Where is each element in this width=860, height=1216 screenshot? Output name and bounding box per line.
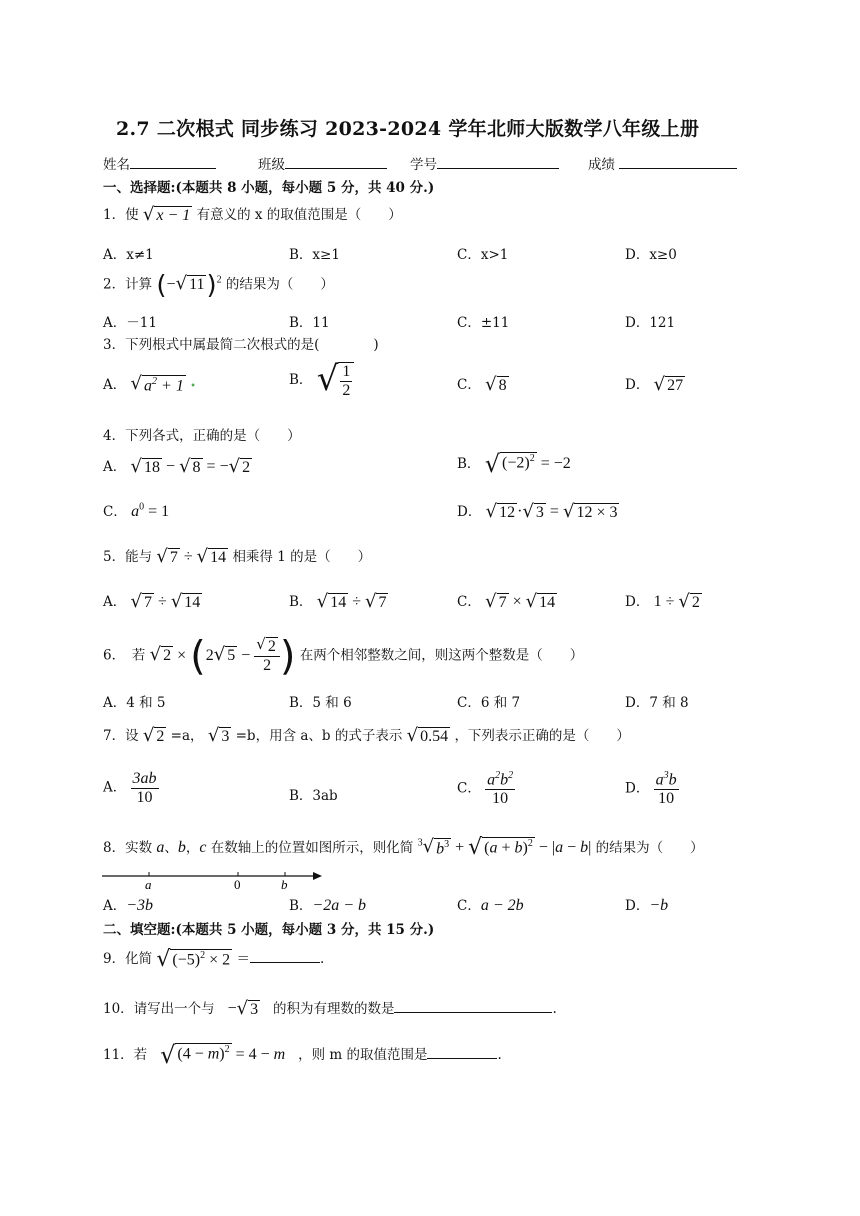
q2-option-d[interactable]: D．121: [625, 315, 676, 331]
q8-option-b[interactable]: [289, 894, 366, 915]
q7-a-label: A．: [103, 779, 127, 796]
q8-option-c[interactable]: [457, 894, 524, 915]
question-6: [103, 633, 584, 679]
q7-mid1: =a，: [170, 728, 204, 744]
q8-b-math: −2a − b: [312, 897, 367, 914]
q5-option-c[interactable]: [457, 590, 557, 612]
q8-option-a[interactable]: [103, 894, 153, 915]
q8-option-d[interactable]: [625, 894, 668, 915]
q9-post: ＝: [236, 951, 250, 967]
q4-c-label: C．: [103, 504, 127, 520]
q3-option-c[interactable]: [457, 373, 509, 395]
q10-end: .: [552, 1001, 557, 1017]
score-field[interactable]: [588, 153, 737, 173]
q10-pre: 10．请写出一个与: [103, 1001, 215, 1017]
label-b: b: [281, 877, 288, 892]
name-blank[interactable]: [130, 154, 216, 169]
number-blank[interactable]: [437, 154, 559, 169]
q5-option-a[interactable]: [103, 590, 202, 612]
q4-b-label: B．: [457, 456, 481, 472]
q7-d-label: D．: [625, 780, 650, 797]
q5-pre: 5．能与: [103, 549, 153, 565]
q5-option-b[interactable]: [289, 590, 388, 612]
q9-expression: √ $(-5)^2 \times 2$: [156, 946, 231, 972]
q7-d-math: $\frac{a^3b}{10}$: [655, 770, 677, 807]
q4-option-a[interactable]: [103, 455, 252, 477]
q8-d-math: −b: [649, 897, 669, 914]
q6-option-c[interactable]: C．6 和 7: [457, 695, 521, 711]
number-line-arrow-icon: [313, 872, 322, 880]
q4-option-c[interactable]: [103, 500, 169, 521]
question-7: [103, 724, 630, 746]
q3-c-label: C．: [457, 377, 481, 393]
q5-c-math: √ 7 × √ 14: [485, 590, 556, 612]
q8-mid: 在数轴上的位置如图所示，则化简: [210, 840, 414, 856]
q7-c-math: $\frac{a^2b^2}{10}$: [487, 770, 514, 807]
question-10: [103, 997, 557, 1019]
q8-c-label: C．: [457, 898, 481, 914]
q1-radical: √ x − 1: [142, 203, 191, 225]
q3-option-a[interactable]: [103, 373, 196, 396]
q3-d-math: √ 27: [653, 373, 684, 395]
question-9: [103, 947, 324, 971]
q5-post: 相乘得 1 的是（ ）: [232, 549, 372, 565]
q9-answer-blank[interactable]: [250, 948, 320, 963]
q7-post: ，下列表示正确的是（ ）: [454, 728, 630, 744]
q7-option-d[interactable]: [625, 770, 679, 808]
label-0: 0: [234, 877, 241, 892]
q2-post: 的结果为（ ）: [225, 276, 334, 293]
q8-expression: $^3$ √ $b^3$ + √ $(a + b)^2$ − |a − b|: [417, 835, 592, 861]
q3-a-label: A．: [103, 377, 127, 393]
q4-b-math: √ $(-2)^2$ = −2: [484, 450, 571, 479]
q3-b-math: √ $\frac{1}{2}$: [317, 362, 355, 399]
q7-option-b[interactable]: B．3ab: [289, 788, 338, 804]
q3-d-label: D．: [625, 377, 650, 393]
q4-option-b[interactable]: [457, 450, 571, 479]
q9-end: .: [319, 951, 325, 967]
q8-post: 的结果为（ ）: [595, 840, 704, 856]
q8-vars: a: [156, 839, 165, 856]
q5-b-math: √ 14 ÷ √ 7: [316, 590, 387, 612]
q7-sqrt2: √ 2: [142, 724, 165, 746]
q4-option-d[interactable]: [457, 500, 619, 522]
question-5: [103, 545, 371, 567]
q1-option-d[interactable]: D．x≥0: [625, 247, 677, 263]
q7-option-a[interactable]: [103, 770, 159, 806]
q7-a-math: $\frac{3ab}{10}$: [132, 770, 157, 806]
q3-option-b[interactable]: [289, 359, 354, 399]
q2-pre: 2．计算: [103, 276, 153, 293]
number-line-figure: [100, 860, 330, 894]
q5-option-d[interactable]: [625, 590, 702, 612]
q2-option-b[interactable]: B．11: [289, 315, 330, 331]
q10-answer-blank[interactable]: [394, 998, 552, 1013]
page-title: 2.7 二次根式 同步练习 2023-2024 学年北师大版数学八年级上册: [116, 118, 700, 140]
q1-option-c[interactable]: C．x>1: [457, 247, 509, 263]
q11-answer-blank[interactable]: [427, 1044, 497, 1059]
q3-c-math: √ 8: [485, 373, 507, 395]
score-blank[interactable]: [619, 154, 737, 169]
score-label: 成绩: [588, 157, 615, 173]
q7-sqrt3: √ 3: [207, 724, 230, 746]
q7-sqrt054: √ 0.54: [406, 724, 449, 746]
q4-stem: 4．下列各式，正确的是（ ）: [103, 428, 301, 444]
q8-a-label: A．: [103, 898, 127, 914]
q7-option-c[interactable]: [457, 770, 515, 808]
q8-b-label: B．: [289, 898, 313, 914]
q5-d-math: 1 ÷ √ 2: [653, 590, 700, 612]
q11-post: ，则 m 的取值范围是: [298, 1047, 428, 1063]
q3-b-label: B．: [289, 372, 313, 389]
q8-pre: 8．实数: [103, 840, 153, 856]
q2-option-a[interactable]: A．－11: [103, 315, 157, 331]
q1-option-a[interactable]: A．x≠1: [103, 247, 154, 263]
q8-a-math: −3b: [126, 897, 154, 914]
q8-d-label: D．: [625, 898, 650, 914]
name-label: 姓名: [103, 157, 130, 173]
q11-pre: 11．若: [103, 1047, 148, 1063]
q4-d-math: √ 12 · √ 3 = √ 12 × 3: [485, 500, 618, 522]
q5-a-math: √ 7 ÷ √ 14: [130, 590, 201, 612]
number-label: 学号: [410, 157, 437, 173]
q10-expression: − √ 3: [227, 997, 259, 1019]
q5-c-label: C．: [457, 594, 481, 610]
q6-expression: √ 2 × (2 √ 5 − √ 2 2 ): [149, 633, 296, 679]
q6-post: 在两个相邻整数之间，则这两个整数是（ ）: [299, 647, 584, 664]
q6-option-b[interactable]: B．5 和 6: [289, 695, 352, 711]
q5-d-label: D．: [625, 594, 650, 610]
q4-c-math: $a^0 = 1$: [131, 501, 170, 520]
q11-expression: √ $(4 - m)^2$ = 4 − m: [160, 1041, 286, 1070]
q1-post: 有意义的 x 的取值范围是（ ）: [196, 207, 402, 223]
q1-option-b[interactable]: B．x≥1: [289, 247, 340, 263]
q3-a-dot: •: [190, 381, 197, 392]
q3-a-math: √ $a^2 + 1$: [130, 373, 184, 395]
q5-a-label: A．: [103, 594, 127, 610]
q5-expression: √ 7 ÷ √ 14: [156, 545, 227, 567]
q4-a-label: A．: [103, 459, 127, 475]
class-field[interactable]: [258, 153, 387, 173]
q1-pre: 1．使: [103, 207, 139, 223]
q3-stem: 3．下列根式中属最简二次根式的是( ): [103, 337, 379, 353]
q11-end: .: [497, 1047, 502, 1063]
number-field[interactable]: [410, 153, 559, 173]
q5-b-label: B．: [289, 594, 313, 610]
q7-pre: 7．设: [103, 728, 139, 744]
q8-c-math: a − 2b: [480, 897, 524, 914]
question-2: [103, 272, 334, 298]
q6-option-d[interactable]: D．7 和 8: [625, 695, 689, 711]
class-blank[interactable]: [285, 154, 387, 169]
q4-d-label: D．: [457, 504, 482, 520]
q7-mid2: =b，用含 a、b 的式子表示: [235, 728, 403, 744]
q10-post: 的积为有理数的数是: [272, 1001, 395, 1017]
q2-option-c[interactable]: C．±11: [457, 315, 510, 331]
q9-pre: 9．化简: [103, 951, 153, 967]
q4-a-math: √ 18 − √ 8 = − √ 2: [130, 455, 251, 477]
q7-c-label: C．: [457, 780, 481, 797]
name-field[interactable]: [103, 153, 216, 173]
class-label: 班级: [258, 157, 285, 173]
q2-expression: (− √ 11 )$^2$: [156, 270, 222, 300]
q6-option-a[interactable]: A．4 和 5: [103, 695, 166, 711]
q6-pre: 6． 若: [103, 647, 146, 664]
label-a: a: [145, 877, 152, 892]
section-fill-heading: 二、填空题:(本题共 5 小题，每小题 3 分，共 15 分.): [103, 922, 435, 938]
q3-option-d[interactable]: [625, 373, 685, 395]
question-8: 8．实数 a、b，c 在数轴上的位置如图所示，则化简 $^3$ √ $b^3$ + √ $(a + b)^2$ − |a − b| 的结果为（ ）: [103, 835, 704, 861]
question-11: [103, 1041, 502, 1070]
question-1: [103, 203, 402, 225]
section-choice-heading: 一、选择题:(本题共 8 小题，每小题 5 分，共 40 分.): [103, 180, 435, 196]
